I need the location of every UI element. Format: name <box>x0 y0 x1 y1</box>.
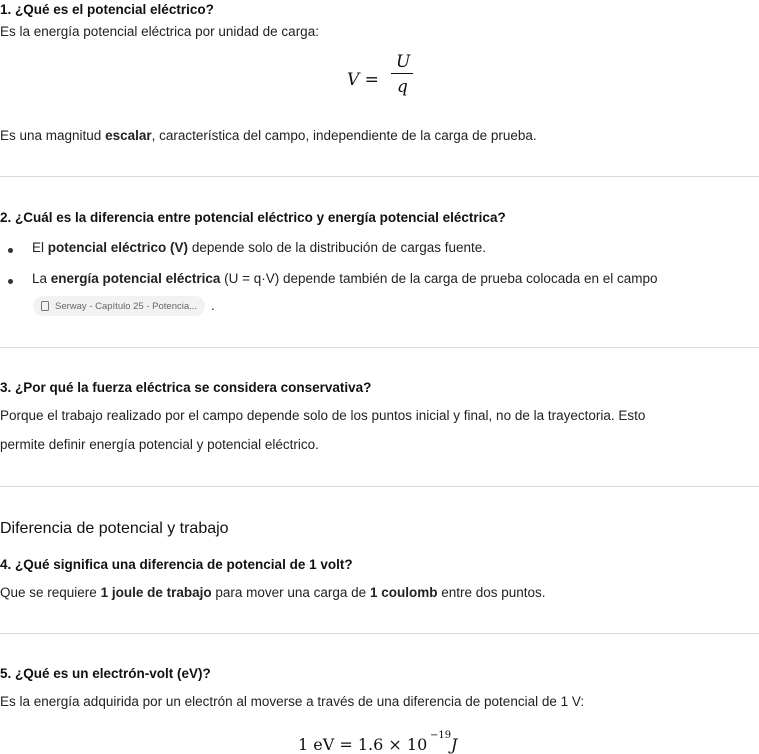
fraction-bar <box>391 73 413 74</box>
formula-denominator: q <box>397 77 408 97</box>
formula-fraction <box>391 52 413 102</box>
source-citation-chip[interactable] <box>33 296 205 316</box>
question-3-line-1: Porque el trabajo realizado por el campo depende solo de los puntos inicial y final, no de la trayectoria. Esto <box>0 408 646 423</box>
formula-numerator: U <box>396 52 411 72</box>
formula-lhs: V = <box>347 70 379 90</box>
formula-ev-unit: J <box>451 735 458 754</box>
bullet-marker <box>8 279 13 284</box>
question-1-paragraph: Es una magnitud escalar, característica del campo, independiente de la carga de prueba. <box>0 128 537 143</box>
question-1-intro: Es la energía potencial eléctrica por unidad de carga: <box>0 24 319 39</box>
divider <box>0 176 759 177</box>
list-item: La energía potencial eléctrica (U = q·V) depende también de la carga de prueba colocada en el campo <box>32 271 658 286</box>
divider <box>0 633 759 634</box>
section-subheading: Diferencia de potencial y trabajo <box>0 520 229 537</box>
chip-period: . <box>211 298 215 313</box>
question-2-title: 2. ¿Cuál es la diferencia entre potencial eléctrico y energía potencial eléctrica? <box>0 210 506 225</box>
divider <box>0 486 759 487</box>
question-3-line-2: permite definir energía potencial y potencial eléctrico. <box>0 437 319 452</box>
question-4-paragraph: Que se requiere 1 joule de trabajo para mover una carga de 1 coulomb entre dos puntos. <box>0 585 546 600</box>
divider <box>0 347 759 348</box>
formula-ev-main: 1 eV = 1.6 × 10 <box>298 735 428 754</box>
source-chip-label: Serway - Capítulo 25 - Potencia... <box>55 300 198 312</box>
document-icon <box>41 301 49 311</box>
question-5-intro: Es la energía adquirida por un electrón al moverse a través de una diferencia de potencial de 1 V: <box>0 694 585 709</box>
bullet-marker <box>8 248 13 253</box>
formula-ev-exponent: −19 <box>430 730 452 741</box>
question-1-title: 1. ¿Qué es el potencial eléctrico? <box>0 2 214 17</box>
question-3-title: 3. ¿Por qué la fuerza eléctrica se considera conservativa? <box>0 380 372 395</box>
question-4-title: 4. ¿Qué significa una diferencia de potencial de 1 volt? <box>0 557 353 572</box>
bold-escalar: escalar <box>105 128 152 143</box>
question-5-title: 5. ¿Qué es un electrón-volt (eV)? <box>0 666 211 681</box>
list-item: El potencial eléctrico (V) depende solo de la distribución de cargas fuente. <box>32 240 487 255</box>
